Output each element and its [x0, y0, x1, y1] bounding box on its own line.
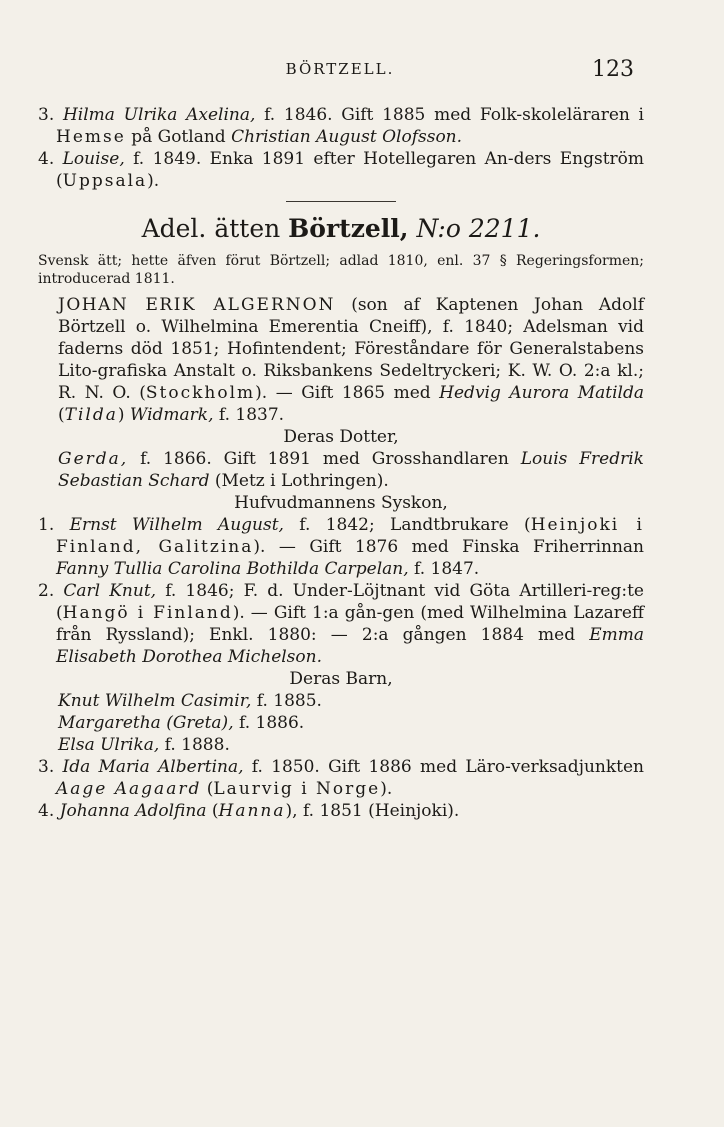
spouse-name: Louis Fredrik Sebastian Schard [58, 449, 644, 491]
spouse-name: Hedvig Aurora Matilda [439, 383, 644, 403]
running-head: BÖRTZELL. [285, 60, 395, 78]
person-name: Margaretha (Greta), [58, 713, 234, 733]
person-name: Ida Maria Albertina, [62, 757, 244, 777]
person-name: Ernst Wilhelm August, [69, 515, 284, 535]
spouse-name: Emma Elisabeth Dorothea Michelson. [56, 625, 644, 667]
place-name: Uppsala [62, 171, 148, 191]
family-title: Adel. ätten Börtzell, N:o 2211. [141, 214, 541, 243]
person-name: Knut Wilhelm Casimir, [58, 691, 252, 711]
daughter-entry: Gerda, f. 1866. Gift 1891 med Grosshandlaren Louis Fredrik Sebastian Schard (Metz i Lothringen). [58, 449, 644, 491]
spouse-name: Aage Aagaard [56, 779, 202, 799]
sibling-entry-3: 3. Ida Maria Albertina, f. 1850. Gift 1886 med Läro-verksadjunkten Aage Aagaard (Laurvig i Norge). [38, 757, 645, 799]
family-note: Svensk ätt; hette äfven förut Börtzell; adlad 1810, enl. 37 § Regeringsformen; introducerad 1811. [38, 253, 644, 287]
place-name: Stockholm [145, 383, 256, 403]
head-person-entry: JOHAN ERIK ALGERNON (son af Kaptenen Johan Adolf Börtzell o. Wilhelmina Emerentia Cneiff), f. 1840; Adelsman vid faderns död 1851; Hofintendent; Föreståndare för Generalstabens Lito-grafiska Anstalt o. Riksbankens Sedeltryckeri; K. W. O. 2:a kl.; R. N. O. (Stockholm). — Gift 1865 med Hedvig Aurora Matilda (Tilda) Widmark, f. 1837. [58, 295, 644, 425]
sibling-entry-4: 4. Johanna Adolfina (Hanna), f. 1851 (Heinjoki). [38, 801, 460, 821]
person-name: Johanna Adolfina [59, 801, 207, 821]
spouse-name: Christian August Olofsson. [231, 127, 463, 147]
place-name: Hangö i Finland [62, 603, 233, 623]
nickname: Hanna [218, 801, 286, 821]
spouse-name: Fanny Tullia Carolina Bothilda Carpelan, [56, 559, 409, 579]
daughter-heading: Deras Dotter, [283, 427, 399, 447]
person-name: Louise, [62, 149, 125, 169]
person-name: Carl Knut, [63, 581, 157, 601]
entry-4-louise: 4. Louise, f. 1849. Enka 1891 efter Hotellegaren An-ders Engström (Uppsala). [38, 149, 645, 191]
place-name: Hemse [56, 127, 126, 147]
entry-3-hilma: 3. Hilma Ulrika Axelina, f. 1846. Gift 1885 med Folk-skoleläraren i Hemse på Gotland Christian August Olofsson. [38, 105, 644, 147]
sibling-entry-1: 1. Ernst Wilhelm August, f. 1842; Landtbrukare (Heinjoki i Finland, Galitzina). — Gift 1876 med Finska Friherrinnan Fanny Tullia Carolina Bothilda Carpelan, f. 1847. [38, 515, 645, 579]
person-name: Elsa Ulrika, [58, 735, 160, 755]
place-name: Laurvig i Norge [213, 779, 381, 799]
place-name: Heinjoki i Finland, Galitzina [56, 515, 644, 557]
child-entry: Margaretha (Greta), f. 1886. [58, 713, 305, 733]
sibling-entry-2: 2. Carl Knut, f. 1846; F. d. Under-Löjtnant vid Göta Artilleri-reg:te (Hangö i Finland). — Gift 1:a gån-gen (med Wilhelmina Lazareff från Ryssland); Enkl. 1880: — 2:a gången 1884 med Emma Elisabeth Dorothea Michelson. [38, 581, 644, 667]
child-entry: Knut Wilhelm Casimir, f. 1885. [58, 691, 322, 711]
children-heading: Deras Barn, [289, 669, 393, 689]
person-name: Hilma Ulrika Axelina, [62, 105, 256, 125]
child-entry: Elsa Ulrika, f. 1888. [58, 735, 230, 755]
siblings-heading: Hufvudmannens Syskon, [234, 493, 448, 513]
page-body [38, 104, 644, 822]
section-divider [286, 201, 396, 202]
person-name: Gerda, [58, 449, 129, 469]
page-number: 123 [592, 57, 634, 82]
